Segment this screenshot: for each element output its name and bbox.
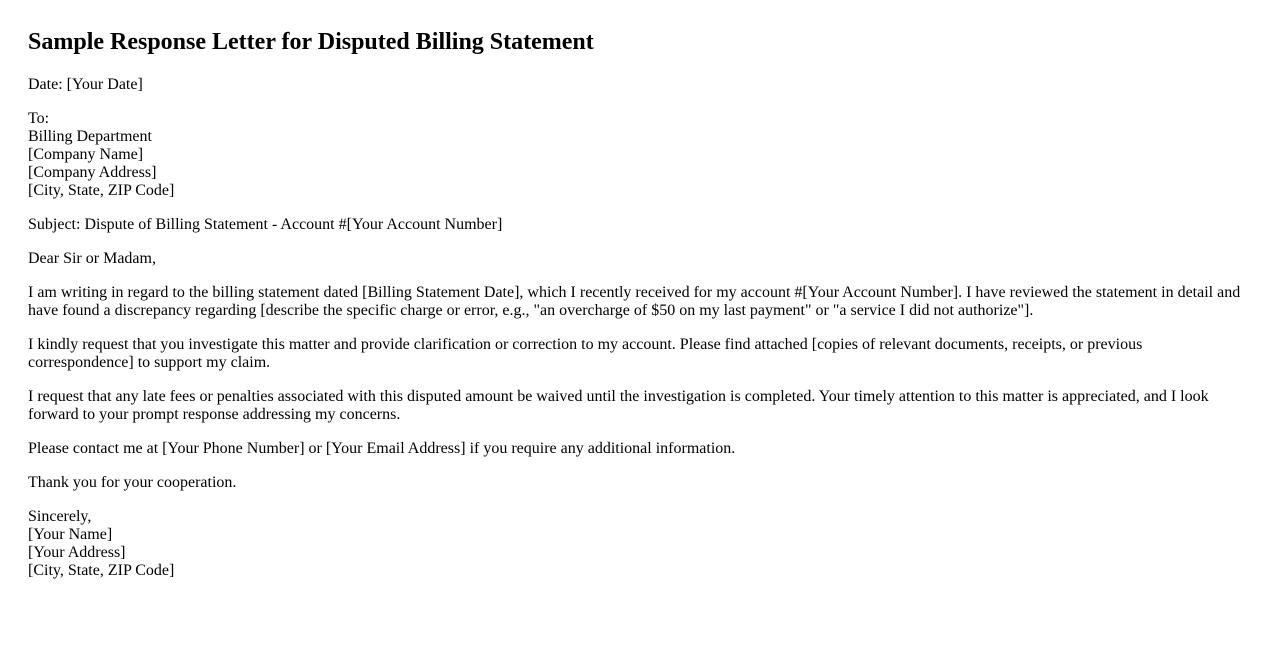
recipient-line: Billing Department — [28, 128, 152, 145]
body-paragraph: I kindly request that you investigate this matter and provide clarification or correction to my account. Please find attached [copies of relevant documents, receipts, or previous correspondence] to support my claim. — [28, 336, 1143, 371]
sign-off: Sincerely, — [28, 508, 92, 525]
signature-line: [Your Address] — [28, 544, 126, 561]
body-paragraph: Please contact me at [Your Phone Number] or [Your Email Address] if you require any additional information. — [28, 440, 736, 457]
subject-line: Subject: Dispute of Billing Statement - Account #[Your Account Number] — [28, 216, 503, 233]
recipient-line: [Company Name] — [28, 146, 144, 163]
body-paragraph: I am writing in regard to the billing statement dated [Billing Statement Date], which I recently received for my account #[Your Account Number]. I have reviewed the statement in detail and have found a discrepancy regarding [describe the specific charge or error, e.g., "an overcharge of $50 on my last payment" or "a service I did not authorize"]. — [28, 284, 1241, 319]
signature-line: [City, State, ZIP Code] — [28, 562, 175, 579]
recipient-line: [City, State, ZIP Code] — [28, 182, 175, 199]
letter-title: Sample Response Letter for Disputed Billing Statement — [28, 29, 594, 55]
salutation: Dear Sir or Madam, — [28, 250, 156, 267]
closing-block — [28, 508, 1250, 580]
recipient-label: To: — [28, 110, 50, 127]
date-line: Date: [Your Date] — [28, 76, 143, 93]
recipient-block — [28, 110, 1250, 200]
recipient-line: [Company Address] — [28, 164, 157, 181]
body-paragraph: Thank you for your cooperation. — [28, 474, 237, 491]
signature-line: [Your Name] — [28, 526, 113, 543]
body-paragraph: I request that any late fees or penalties associated with this disputed amount be waived until the investigation is completed. Your timely attention to this matter is appreciated, and I look forward to your prompt response addressing my concerns. — [28, 388, 1209, 423]
